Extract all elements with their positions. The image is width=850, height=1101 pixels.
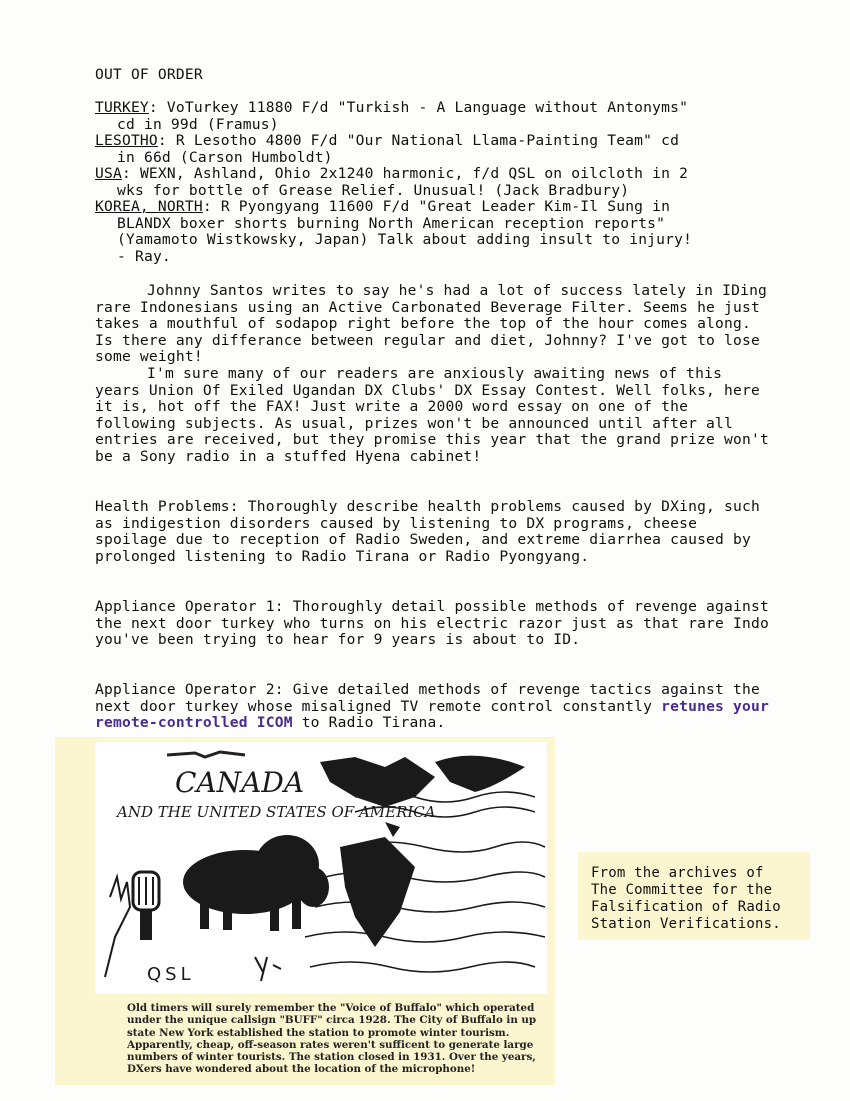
entry-text-continued: cd in 99d (Framus) — [117, 115, 279, 133]
qsl-card-clipping — [55, 737, 555, 1085]
entry-country: LESOTHO — [95, 132, 158, 149]
paragraph-santos — [95, 283, 775, 366]
log-entry-usa — [95, 166, 775, 199]
archive-line: From the archives of — [591, 865, 764, 881]
page-title: OUT OF ORDER — [95, 66, 203, 83]
entry-text: : VoTurkey 11880 F/d "Turkish - A Language without Antonyms" — [148, 99, 689, 116]
entry-text-continued: - Ray. — [117, 247, 171, 265]
paragraph-appliance-1: Appliance Operator 1: Thoroughly detail possible methods of revenge against the next door turkey who turns on his electric razor just as that rare Indo you've been trying to hear for 9 years is about to ID. — [95, 598, 769, 648]
qsl-heading-usa: AND THE UNITED STATES OF AMERICA — [117, 803, 436, 821]
entry-country: KOREA, NORTH — [95, 198, 203, 215]
paragraph-health: Health Problems: Thoroughly describe health problems caused by DXing, such as indigestion disorders caused by listening to DX programs, cheese spoilage due to reception of Radio Sweden, and extreme diarrhea caused by prolonged listening to Radio Tirana or Radio Pyongyang. — [95, 498, 760, 565]
archive-line: Falsification of Radio — [591, 899, 781, 915]
entry-text-continued: in 66d (Carson Humboldt) — [117, 148, 333, 166]
entry-text-continued: BLANDX boxer shorts burning North American reception reports" — [117, 214, 666, 232]
entry-text: : R Lesotho 4800 F/d "Our National Llama-Painting Team" cd — [157, 132, 680, 149]
archive-note — [578, 852, 810, 940]
archive-line: The Committee for the — [591, 882, 773, 898]
log-entry-korea-north — [95, 199, 775, 265]
paragraph-text: Johnny Santos writes to say he's had a lot of success lately in IDing rare Indonesians using an Active Carbonated Beverage Filter. Seems he just takes a mouthful of sodapop right before the top of the hour comes along. Is there any differance between regular and diet, Johnny? I've got to lose some weight! — [95, 282, 768, 365]
entry-country: USA — [95, 165, 122, 182]
paragraph-text: I'm sure many of our readers are anxiously awaiting news of this years Union Of Exiled Ugandan DX Clubs' DX Essay Contest. Well folks, here it is, hot off the FAX! Just write a 2000 word essay on one of the following subjects. As usual, prizes won't be announced until after all entries are received, but they promise this year that the grand prize won't be a Sony radio in a stuffed Hyena cabinet! — [95, 365, 769, 465]
log-entry-turkey — [95, 100, 775, 133]
paragraph-text: to Radio Tirana. — [292, 714, 446, 731]
entry-text-continued: (Yamamoto Wistkowsky, Japan) Talk about adding insult to injury! — [117, 231, 693, 248]
entry-text-continued: wks for bottle of Grease Relief. Unusual! (Jack Bradbury) — [117, 181, 630, 199]
qsl-heading-canada: CANADA — [175, 766, 305, 799]
qsl-caption: Old timers will surely remember the "Voice of Buffalo" which operated under the unique callsign "BUFF" circa 1928. The City of Buffalo in up state New York established the station to promote winter tourism. Apparently, cheap, off-season rates weren't sufficent to generate large numbers of winter tourists. The station closed in 1931. Over the years, DXers have wondered about the location of the microphone! — [127, 1002, 537, 1076]
paragraph-text: Appliance Operator 2: Give detailed methods of revenge tactics against the next door turkey whose misaligned TV remote control constantly — [95, 681, 760, 715]
entry-country: TURKEY — [95, 99, 149, 116]
paragraph-appliance-2 — [95, 682, 775, 732]
qsl-label: QSL — [147, 964, 195, 985]
highlighted-text: retunes your remote-controlled ICOM — [95, 697, 769, 731]
archive-line: Station Verifications. — [591, 916, 781, 932]
entry-text: : R Pyongyang 11600 F/d "Great Leader Kim-Il Sung in — [202, 198, 671, 215]
entry-text: : WEXN, Ashland, Ohio 2x1240 harmonic, f/d QSL on oilcloth in 2 — [121, 165, 689, 182]
log-entry-lesotho — [95, 133, 775, 166]
paragraph-contest — [95, 366, 775, 465]
